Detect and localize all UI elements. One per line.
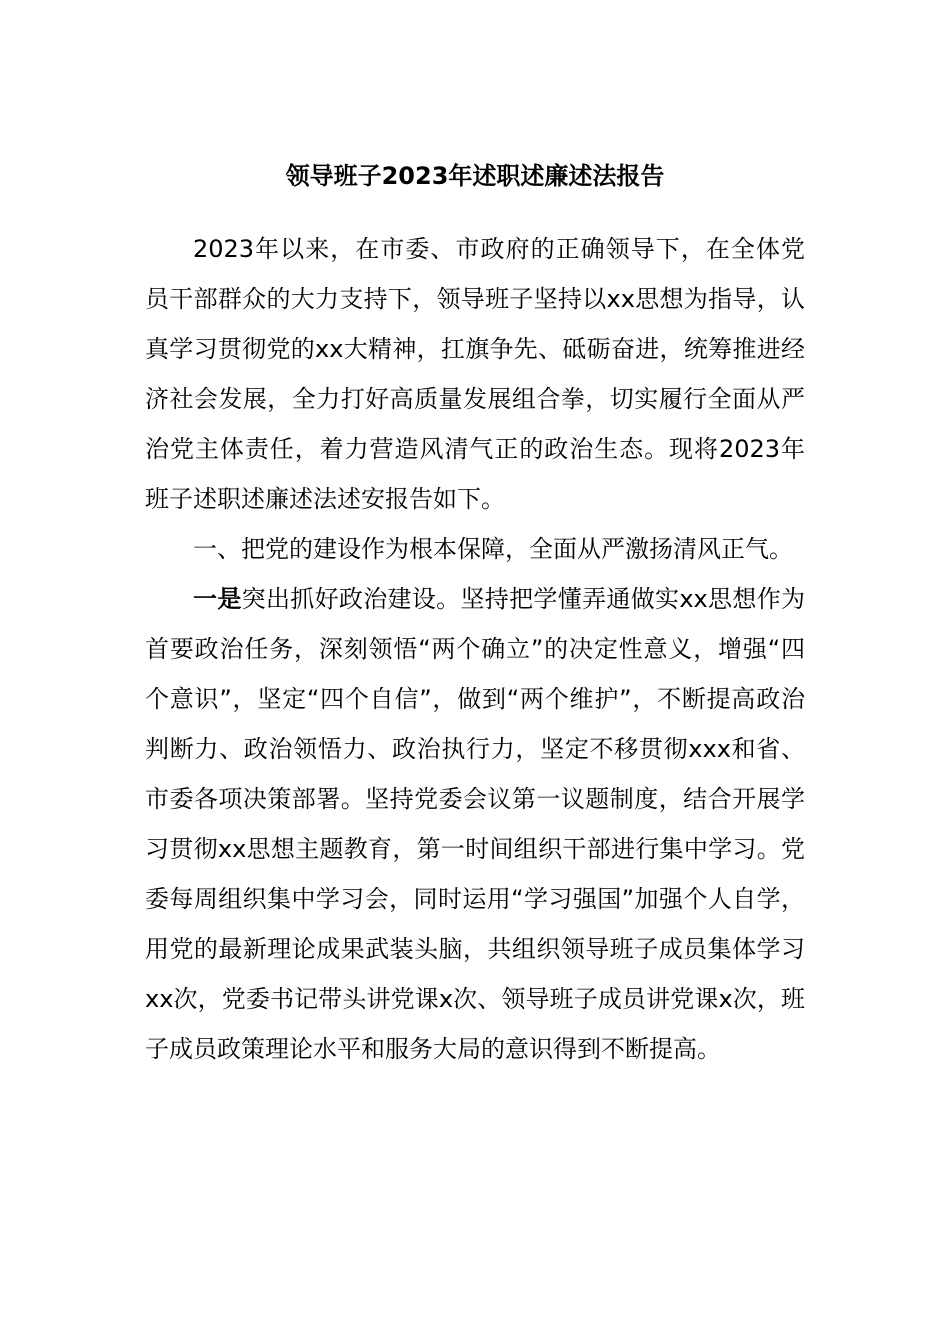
section-heading-1-text: 一、把党的建设作为根本保障，全面从严激扬清风正气。	[193, 535, 793, 563]
intro-paragraph	[145, 224, 805, 524]
point-paragraph-1-text: 突出抓好政治建设。坚持把学懂弄通做实xx思想作为首要政治任务，深刻领悟“两个确立”的决定性意义，增强“四个意识”，坚定“四个自信”，做到“两个维护”，不断提高政治判断力、政治领悟力、政治执行力，坚定不移贯彻xxx和省、市委各项决策部署。坚持党委会议第一议题制度，结合开展学习贯彻xx思想主题教育，第一时间组织干部进行集中学习。党委每周组织集中学习会，同时运用“学习强国”加强个人自学，用党的最新理论成果武装头脑，共组织领导班子成员集体学习xx次，党委书记带头讲党课x次、领导班子成员讲党课x次，班子成员政策理论水平和服务大局的意识得到不断提高。	[145, 585, 806, 1063]
document-body	[145, 224, 805, 1074]
intro-paragraph-text: 2023年以来，在市委、市政府的正确领导下，在全体党员干部群众的大力支持下，领导班子坚持以xx思想为指导，认真学习贯彻党的xx大精神，扛旗争先、砥砺奋进，统筹推进经济社会发展，全力打好高质量发展组合拳，切实履行全面从严治党主体责任，着力营造风清气正的政治生态。现将2023年班子述职述廉述法述安报告如下。	[145, 235, 805, 513]
point-lead-label: 一是	[193, 585, 242, 613]
section-heading-1	[145, 524, 805, 574]
document-title: 领导班子2023年述职述廉述法报告	[285, 162, 665, 190]
point-paragraph-1	[145, 574, 805, 1074]
